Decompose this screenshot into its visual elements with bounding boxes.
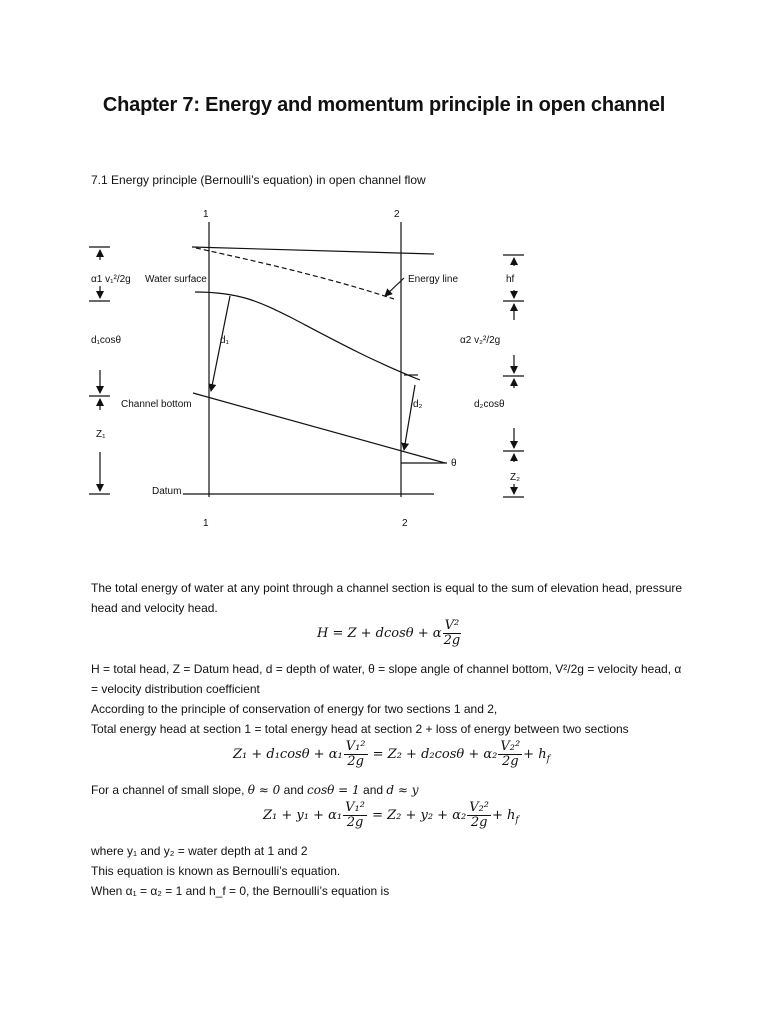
d2-arrow	[404, 385, 415, 450]
paragraph-bernoulli-special: When α₁ = α₂ = 1 and h_f = 0, the Bernoulli’s equation is	[91, 884, 390, 898]
right-dimension-lines	[503, 255, 524, 497]
section-heading: 7.1 Energy principle (Bernoulli’s equation) in open channel flow	[91, 173, 426, 187]
section-2-top-label: 2	[394, 209, 400, 220]
paragraph-definitions: H = total head, Z = Datum head, d = depth of water, θ = slope angle of channel bottom, V²/2g = velocity head, α = velocity distribution coefficient	[91, 662, 682, 696]
energy-diagram	[0, 195, 768, 535]
section-2-bottom-label: 2	[402, 518, 408, 529]
water-surface-label: Water surface	[145, 274, 207, 285]
paragraph-small-slope: For a channel of small slope, θ ≈ 0 and cosθ = 1 and d ≈ y	[91, 783, 419, 797]
section-1-bottom-label: 1	[203, 518, 209, 529]
energy-line-label: Energy line	[408, 274, 459, 285]
paragraph-water-depth: where y₁ and y₂ = water depth at 1 and 2	[91, 844, 308, 858]
channel-bottom-label: Channel bottom	[121, 399, 192, 410]
horizontal-energy-line	[192, 247, 434, 254]
d1-label: d₁	[220, 335, 229, 346]
paragraph-bernoulli-known: This equation is known as Bernoulli’s equation.	[91, 864, 341, 878]
velocity-head-1-label: α1 v₁²/2g	[91, 274, 131, 285]
theta-label: θ	[451, 458, 457, 469]
velocity-head-2-label: α2 v₂²/2g	[460, 335, 501, 346]
paragraph-conservation: According to the principle of conservation of energy for two sections 1 and 2,	[91, 702, 498, 716]
d2cos-label: d₂cosθ	[474, 399, 505, 410]
page-title: Chapter 7: Energy and momentum principle in open channel	[102, 94, 666, 116]
z1-label: Z₁	[96, 429, 106, 440]
equation-total-head: H = Z + dcosθ + α $\frac{\text{V²}}{2g}$	[317, 618, 461, 648]
d1cos-label: d₁cosθ	[91, 335, 122, 346]
equation-bernoulli: Z₁ + y₁ + α₁ $\frac{\text{V₁²}}{2g}$ = Z₂ + y₂ + α₂ $\frac{\text{V₂²}}{2g}$ + $h_f$	[263, 800, 519, 830]
equation-energy-balance: Z₁ + d₁cosθ + α₁ $\frac{\text{V₁²}}{2g}$ = Z₂ + d₂cosθ + α₂ $\frac{\text{V₂²}}{2g}$ + $h_f$	[233, 739, 550, 769]
paragraph-total-energy: The total energy of water at any point through a channel section is equal to the sum of elevation head, pressure head and velocity head.	[91, 581, 683, 615]
paragraph-total-energy-sections: Total energy head at section 1 = total energy head at section 2 + loss of energy between two sections	[91, 722, 629, 736]
hf-label: hf	[506, 274, 515, 285]
z2-label: Z₂	[510, 472, 520, 483]
datum-label: Datum	[152, 486, 182, 497]
d2-label: d₂	[413, 399, 423, 410]
section-1-top-label: 1	[203, 209, 209, 220]
energy-line	[196, 248, 394, 299]
